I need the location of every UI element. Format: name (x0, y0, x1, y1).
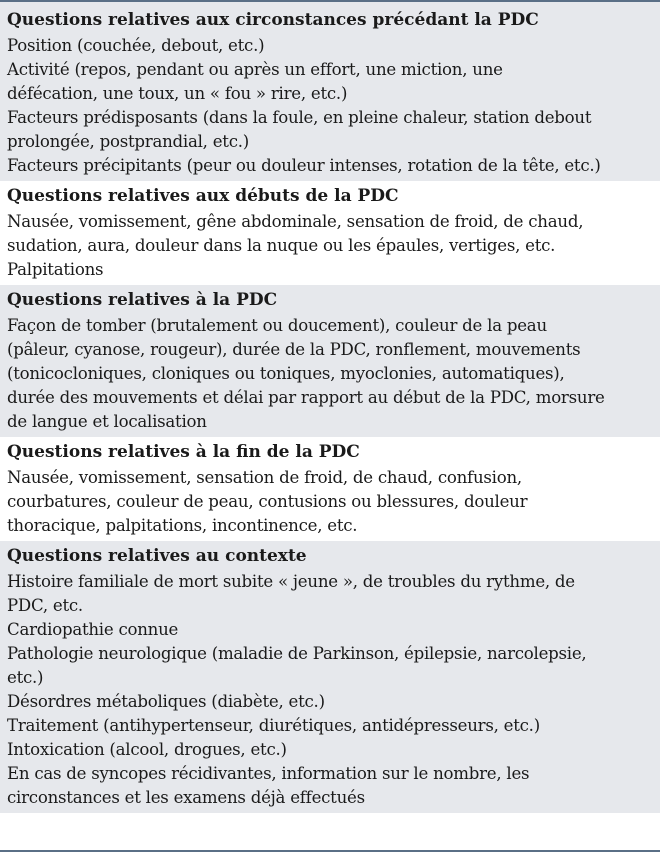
section-pdc (0, 285, 660, 437)
section-line: Facteurs prédisposants (dans la foule, en pleine chaleur, station debout (7, 108, 592, 127)
section-line: Position (couchée, debout, etc.) (7, 36, 265, 55)
section-line: Désordres métaboliques (diabète, etc.) (7, 692, 325, 711)
section-line: prolongée, postprandial, etc.) (7, 132, 249, 151)
section-line: (pâleur, cyanose, rougeur), durée de la PDC, ronflement, mouvements (7, 340, 581, 359)
section-contexte (0, 541, 660, 813)
section-line: Nausée, vomissement, sensation de froid, de chaud, confusion, (7, 468, 522, 487)
section-circonstances (0, 0, 660, 181)
section-line: Palpitations (7, 260, 104, 279)
section-line: Nausée, vomissement, gêne abdominale, sensation de froid, de chaud, (7, 212, 584, 231)
section-line: Activité (repos, pendant ou après un effort, une miction, une (7, 60, 503, 79)
section-line: etc.) (7, 668, 44, 687)
section-line: défécation, une toux, un « fou » rire, etc.) (7, 84, 348, 103)
section-heading: Questions relatives à la PDC (7, 290, 278, 310)
section-debuts (0, 181, 660, 285)
section-line: durée des mouvements et délai par rapport au début de la PDC, morsure (7, 388, 605, 407)
section-line: thoracique, palpitations, incontinence, etc. (7, 516, 358, 535)
section-line: Intoxication (alcool, drogues, etc.) (7, 740, 287, 759)
section-line: Cardiopathie connue (7, 620, 179, 639)
section-heading: Questions relatives au contexte (7, 546, 307, 566)
section-line: courbatures, couleur de peau, contusions ou blessures, douleur (7, 492, 528, 511)
section-line: Façon de tomber (brutalement ou doucement), couleur de la peau (7, 316, 547, 335)
section-heading: Questions relatives à la fin de la PDC (7, 442, 360, 462)
bottom-rule (0, 850, 660, 852)
section-heading: Questions relatives aux circonstances précédant la PDC (7, 10, 539, 30)
section-fin (0, 437, 660, 541)
section-line: Histoire familiale de mort subite « jeune », de troubles du rythme, de (7, 572, 575, 591)
section-line: sudation, aura, douleur dans la nuque ou les épaules, vertiges, etc. (7, 236, 556, 255)
section-line: circonstances et les examens déjà effectués (7, 788, 365, 807)
section-line: Facteurs précipitants (peur ou douleur intenses, rotation de la tête, etc.) (7, 156, 601, 175)
section-line: Pathologie neurologique (maladie de Parkinson, épilepsie, narcolepsie, (7, 644, 587, 663)
section-heading: Questions relatives aux débuts de la PDC (7, 186, 399, 206)
section-line: En cas de syncopes récidivantes, information sur le nombre, les (7, 764, 530, 783)
section-line: (tonicocloniques, cloniques ou toniques, myoclonies, automatiques), (7, 364, 565, 383)
section-line: de langue et localisation (7, 412, 207, 431)
section-line: PDC, etc. (7, 596, 83, 615)
section-line: Traitement (antihypertenseur, diurétiques, antidépresseurs, etc.) (7, 716, 540, 735)
